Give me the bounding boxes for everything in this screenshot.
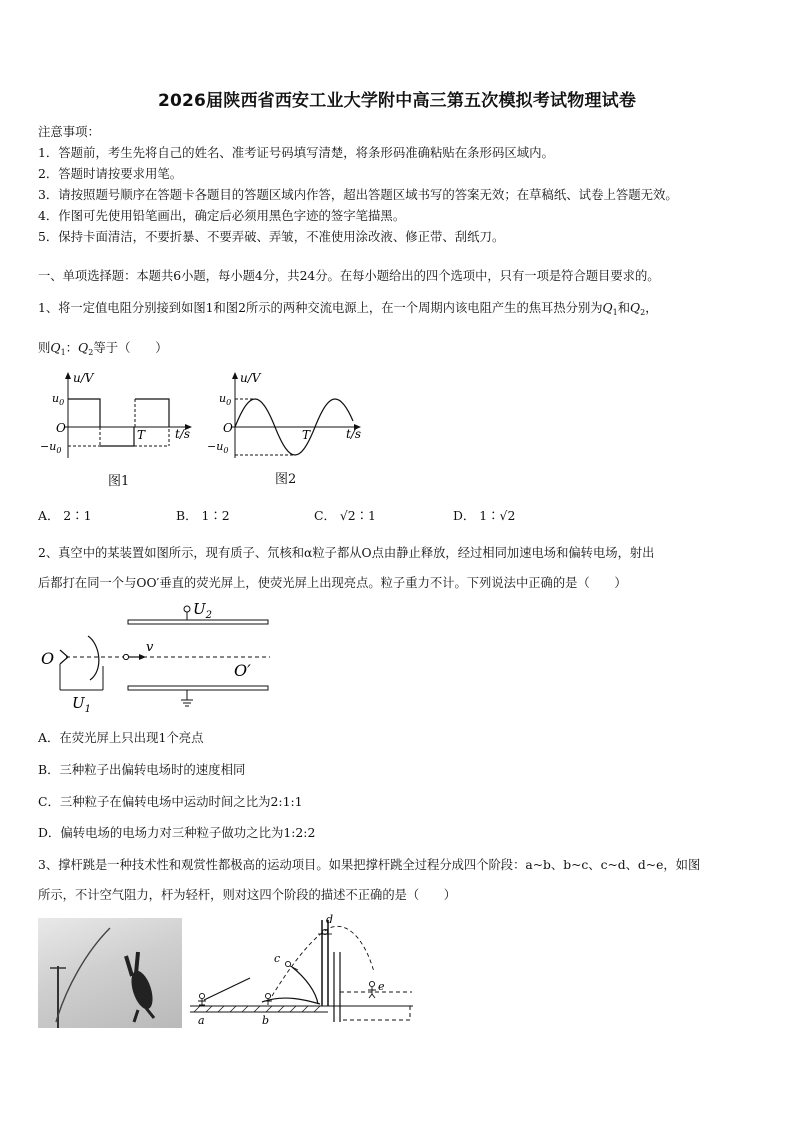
q2-symbol: Q (78, 340, 89, 355)
wave-segment (68, 399, 100, 427)
v-label: v (146, 640, 154, 655)
neg-u0-label: $-u_0$ (40, 440, 62, 455)
figure-2-caption: 图2 (275, 472, 297, 487)
q1-comma: ， (645, 301, 658, 315)
q2-stem-second-line: 后都打在同一个与OO′垂直的荧光屏上，使荧光屏上出现亮点。粒子重力不计。下列说法中正确的是（ ） (38, 576, 627, 590)
q1-symbol: Q (602, 301, 613, 315)
o-prime-label: O′ (234, 661, 251, 680)
q1-stem-second-line (38, 338, 168, 357)
q2-option-c: C．三种粒子在偏转电场中运动时间之比为2:1:1 (38, 794, 303, 809)
y-axis-label: u/V (73, 371, 94, 385)
notice-heading: 注意事项： (38, 124, 100, 139)
pole-vault-photo (38, 918, 182, 1028)
q1-option-a: A． 2∶1 (38, 508, 92, 523)
pole-a (204, 978, 250, 1000)
notice-item: 3．请按照题号顺序在答题卡各题目的答题区域内作答，超出答题区域书写的答案无效；在草稿纸、试卷上答题无效。 (38, 187, 678, 202)
neg-u0-label: $-u_0$ (207, 440, 229, 455)
q2-stem: 2、真空中的某装置如图所示，现有质子、氘核和α粒子都从O点由静止释放，经过相同加速电场和偏转电场，射出 (38, 546, 655, 560)
q1-stem (38, 298, 658, 317)
period-label: T (302, 428, 311, 442)
q1-stem-text: 1、将一定值电阻分别接到如图1和图2所示的两种交流电源上，在一个周期内该电阻产生的焦耳热分别为 (38, 301, 603, 315)
o-label: O (41, 649, 55, 668)
y-axis-arrow (232, 372, 238, 379)
page-title: 2026届陕西省西安工业大学附中高三第五次模拟考试物理试卷 (157, 91, 637, 111)
q1-subscript: 1 (60, 348, 66, 357)
figure-1-caption: 图1 (108, 474, 130, 489)
q1-then: 则 (38, 340, 51, 355)
u1-label: $U_1$ (72, 694, 92, 715)
x-axis-label: t/s (175, 427, 191, 441)
q1-option-b: B． 1∶2 (176, 508, 230, 523)
u0-label: $u_0$ (219, 392, 232, 407)
terminal (184, 606, 190, 612)
label-a: a (198, 1014, 205, 1027)
q1-subscript: 1 (612, 308, 618, 317)
landing-mat (340, 1006, 410, 1020)
notice-item: 5．保持卡面清洁，不要折暴、不要弄破、弄皱，不准使用涂改液、修正带、刮纸刀。 (38, 229, 505, 244)
figure-1-square-wave (38, 368, 198, 463)
x-axis-label: t/s (346, 427, 362, 441)
q1-option-c: C． √2∶1 (314, 508, 376, 523)
q1-option-d: D． 1∶√2 (453, 508, 516, 523)
notice-item: 4．作图可先使用铅笔画出，确定后必须用黑色字迹的签字笔描黑。 (38, 208, 406, 223)
q1-question: 等于（ ） (93, 340, 168, 355)
label-c: c (274, 952, 281, 965)
bottom-plate (128, 686, 268, 690)
label-b: b (262, 1014, 270, 1027)
figure-2-sine-wave (205, 368, 370, 463)
section-heading: 一、单项选择题：本题共6小题，每小题4分，共24分。在每小题给出的四个选项中，只有一项是符合题目要求的。 (38, 269, 660, 283)
figure-q3-phases (188, 912, 413, 1030)
velocity-arrow (139, 654, 146, 660)
wave-segment (135, 399, 169, 427)
q3-stem-second-line: 所示，不计空气阻力，杆为轻杆，则对这四个阶段的描述不正确的是（ ） (38, 888, 457, 902)
u0-label: $u_0$ (52, 392, 65, 407)
q1-symbol: Q (50, 340, 61, 355)
y-axis-arrow (65, 372, 71, 379)
notice-item: 2．答题时请按要求用笔。 (38, 166, 183, 181)
label-d: d (326, 913, 334, 926)
electrode-right (88, 636, 99, 680)
top-plate (128, 620, 268, 624)
u2-label: $U_2$ (193, 600, 213, 621)
q2-option-b: B．三种粒子出偏转电场时的速度相同 (38, 762, 246, 777)
particle (123, 654, 128, 659)
q2-symbol: Q (630, 301, 641, 315)
q2-option-a: A．在荧光屏上只出现1个亮点 (38, 730, 204, 745)
figure-q2-apparatus (38, 598, 278, 716)
origin-label: O (223, 421, 233, 435)
q2-subscript: 2 (640, 308, 646, 317)
q1-colon: ： (65, 340, 79, 355)
q2-subscript: 2 (88, 348, 94, 357)
pole-vault-photo-drawing (38, 918, 182, 1028)
notice-item: 1．答题前，考生先将自己的姓名、准考证号码填写清楚，将条形码准确粘贴在条形码区域内。 (38, 145, 554, 160)
label-e: e (378, 980, 385, 993)
q1-and: 和 (617, 301, 631, 315)
origin-label: O (56, 421, 66, 435)
wave-segment (100, 427, 134, 446)
q2-option-d: D．偏转电场的电场力对三种粒子做功之比为1:2:2 (38, 825, 316, 840)
q3-stem: 3、撑杆跳是一种技术性和观赏性都极高的运动项目。如果把撑杆跳全过程分成四个阶段：a~b、b~c、c~d、d~e，如图 (38, 858, 701, 872)
y-axis-label: u/V (240, 371, 261, 385)
period-label: T (137, 428, 146, 442)
pole (56, 928, 110, 1022)
